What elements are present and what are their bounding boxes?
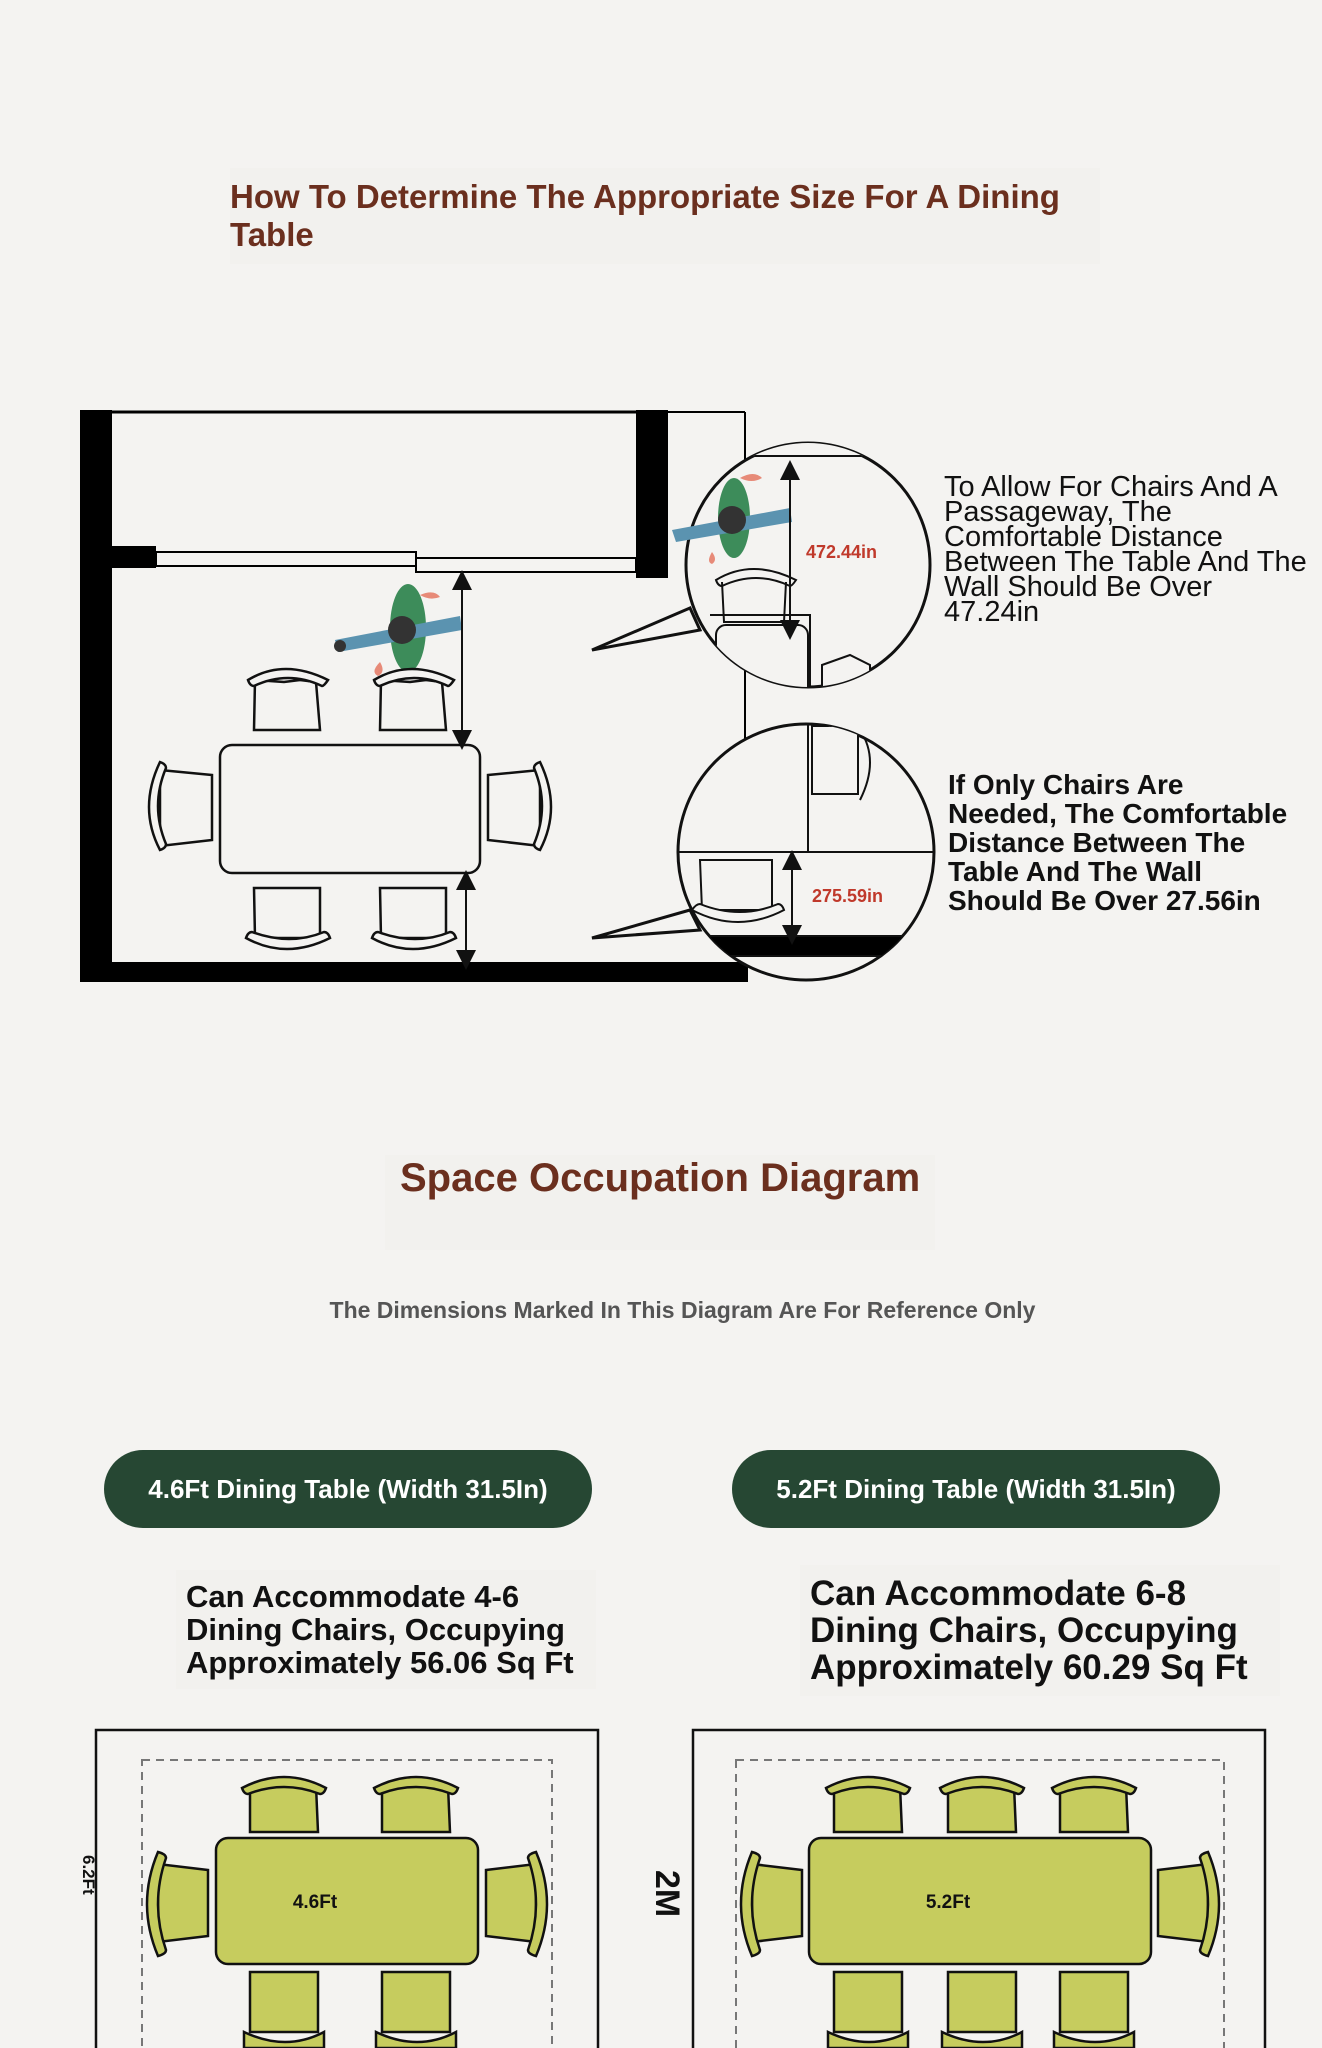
- plan-5-2ft: [693, 1730, 1265, 2048]
- table-size-pill-5-2ft: 5.2Ft Dining Table (Width 31.5In): [732, 1450, 1220, 1528]
- capacity-caption-5-2ft: Can Accommodate 6-8 Dining Chairs, Occupying Approximately 60.29 Sq Ft: [800, 1565, 1280, 1696]
- upper-measure-label: 472.44in: [806, 542, 878, 562]
- chairs-only-note: If Only Chairs Are Needed, The Comfortable Distance Between The Table And The Wall Should Be Over 27.56in: [948, 769, 1288, 916]
- plan-4-6ft: [96, 1730, 598, 2048]
- passageway-note: To Allow For Chairs And A Passageway, The Comfortable Distance Between The Table And The Wall Should Be Over 47.24in: [944, 471, 1307, 628]
- capacity-caption-4-6ft: Can Accommodate 4-6 Dining Chairs, Occupying Approximately 56.06 Sq Ft: [176, 1570, 596, 1689]
- plan-side-label-right: 2M: [648, 1870, 686, 1918]
- table-label-4-6ft: 4.6Ft: [292, 1892, 338, 1913]
- section-subtitle: The Dimensions Marked In This Diagram Are For Reference Only: [329, 1296, 1036, 1323]
- section-title: Space Occupation Diagram: [385, 1155, 935, 1250]
- dining-set-outline: [149, 669, 551, 949]
- lower-measure-label: 275.59in: [812, 886, 884, 906]
- table-size-pill-4-6ft: 4.6Ft Dining Table (Width 31.5In): [104, 1450, 592, 1528]
- person-figure: [334, 584, 462, 676]
- plan-side-label-left: 6.2Ft: [79, 1855, 98, 1895]
- bottom-callout: [592, 720, 940, 980]
- page-title: How To Determine The Appropriate Size For A Dining Table: [230, 168, 1100, 264]
- table-label-5-2ft: 5.2Ft: [925, 1892, 971, 1913]
